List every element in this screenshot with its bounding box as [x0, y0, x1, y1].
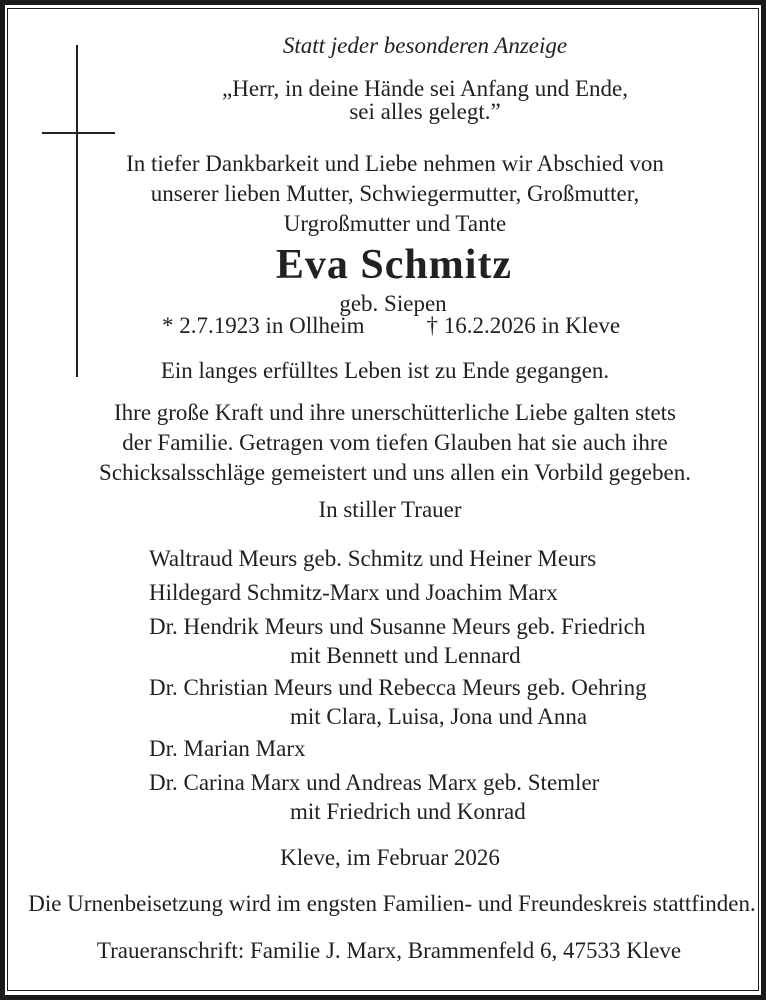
- mourner-entry: [149, 673, 647, 730]
- life-summary: Ein langes erfülltes Leben ist zu Ende gegangen.: [160, 358, 610, 383]
- tribute-text-line: der Familie. Getragen vom tiefen Glauben hat sie auch ihre: [122, 430, 668, 455]
- mourner-children: mit Friedrich und Konrad: [290, 799, 526, 824]
- mourner-children: mit Clara, Luisa, Jona und Anna: [290, 704, 588, 729]
- birth-date: * 2.7.1923 in Ollheim: [161, 313, 365, 338]
- farewell-text-line: In tiefer Dankbarkeit und Liebe nehmen wir Abschied von: [126, 151, 664, 176]
- mourner-names: Dr. Marian Marx: [149, 736, 306, 761]
- mourners-list: [149, 544, 647, 829]
- life-dates: [8, 314, 766, 338]
- mourner-names: Dr. Carina Marx und Andreas Marx geb. Stemler: [149, 770, 600, 795]
- farewell-text: [12, 149, 766, 239]
- mourner-entry: [149, 734, 647, 764]
- burial-notice: Die Urnenbeisetzung wird im engsten Familien- und Freundeskreis stattfinden.: [28, 891, 756, 916]
- scripture-quote-line: sei alles gelegt.”: [349, 99, 501, 124]
- tribute-text-line: Ihre große Kraft und ihre unerschütterliche Liebe galten stets: [114, 400, 676, 425]
- condolence-address: Traueranschrift: Familie J. Marx, Brammenfeld 6, 47533 Kleve: [96, 938, 682, 963]
- maiden-name: geb. Siepen: [339, 291, 447, 316]
- place-dateline: Kleve, im Februar 2026: [280, 845, 500, 870]
- mourner-entry: [149, 612, 647, 669]
- mourning-heading: In stiller Trauer: [318, 497, 462, 522]
- mourner-names: Waltraud Meurs geb. Schmitz und Heiner Meurs: [149, 546, 597, 571]
- tribute-text-line: Schicksalsschläge gemeistert und uns allen ein Vorbild gegeben.: [99, 460, 691, 485]
- cross-horizontal-bar: [42, 132, 115, 134]
- farewell-text-line: unserer lieben Mutter, Schwiegermutter, Großmutter,: [150, 181, 640, 206]
- scripture-quote: [42, 77, 766, 123]
- announcement-note: Statt jeder besonderen Anzeige: [282, 33, 568, 58]
- farewell-text-line: Urgroßmutter und Tante: [283, 211, 507, 236]
- tribute-text: [12, 398, 766, 488]
- deceased-name: Eva Schmitz: [275, 242, 513, 288]
- scripture-quote-line: „Herr, in deine Hände sei Anfang und Ende,: [222, 76, 628, 101]
- mourner-entry: [149, 768, 647, 825]
- mourner-names: Dr. Hendrik Meurs und Susanne Meurs geb. Friedrich: [149, 614, 646, 639]
- mourner-names: Dr. Christian Meurs und Rebecca Meurs geb. Oehring: [149, 675, 647, 700]
- mourner-entry: [149, 544, 647, 574]
- mourner-names: Hildegard Schmitz-Marx und Joachim Marx: [149, 580, 558, 605]
- mourner-children: mit Bennett und Lennard: [290, 643, 521, 668]
- death-date: † 16.2.2026 in Kleve: [426, 313, 621, 338]
- mourner-entry: [149, 578, 647, 608]
